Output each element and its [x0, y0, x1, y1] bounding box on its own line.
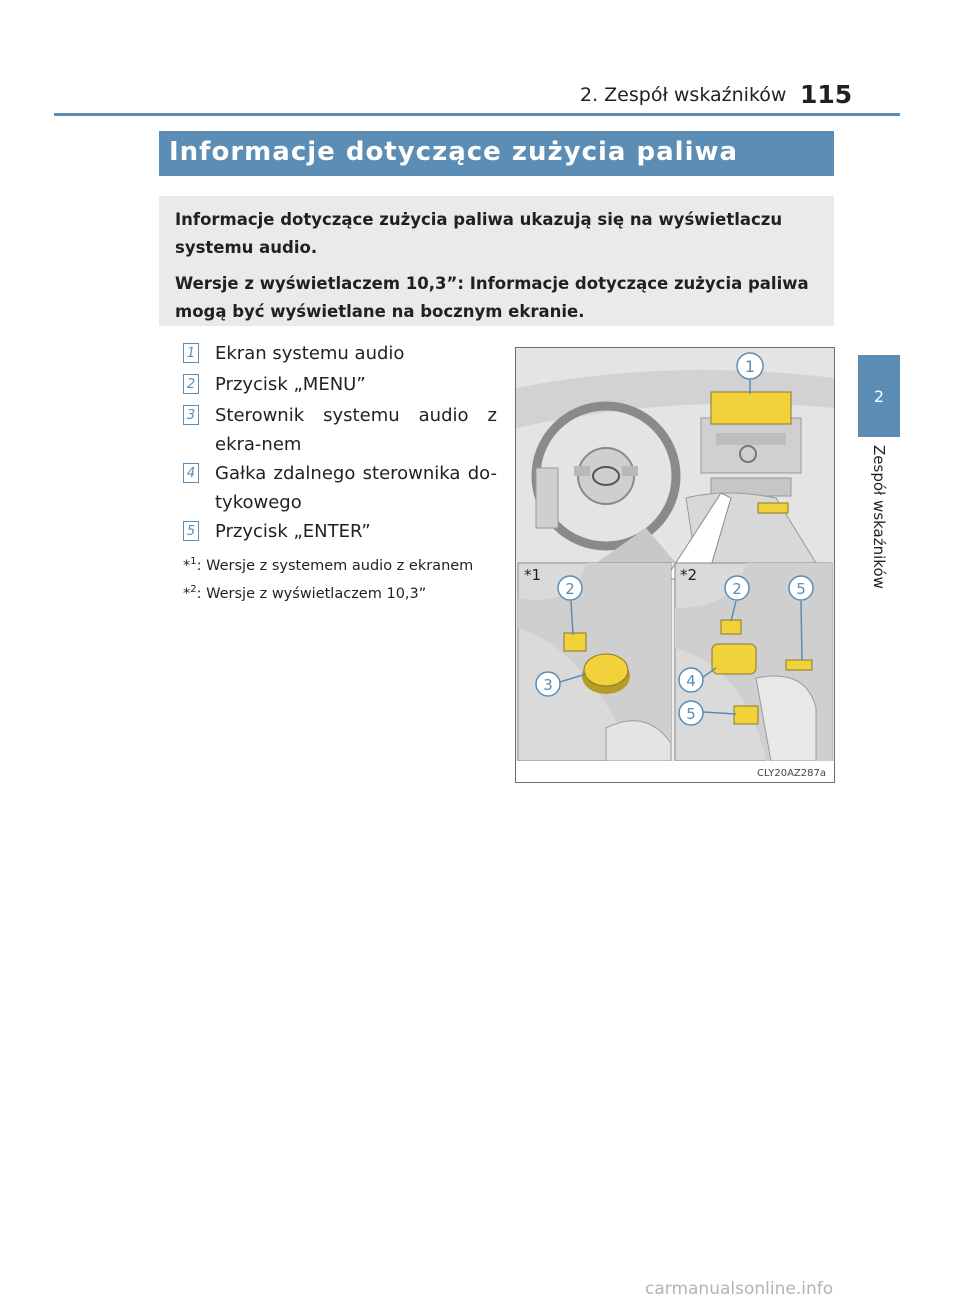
item-number: 5 — [183, 521, 199, 541]
dashboard-illustration-svg — [516, 348, 834, 782]
touchpad-highlight — [712, 644, 756, 674]
list-item — [183, 370, 497, 399]
variant-label-right: *2 — [680, 566, 698, 584]
enter-button-highlight — [786, 660, 812, 670]
chapter-label: Zespół wskaźników — [870, 445, 888, 589]
callout-label: 5 — [686, 705, 696, 723]
section-title: Informacje dotyczące zużycia paliwa — [159, 131, 834, 176]
callout-label: 4 — [686, 672, 696, 690]
intro-box — [159, 196, 834, 326]
menu-button-highlight — [564, 633, 586, 651]
intro-paragraph-2: Wersje z wyświetlaczem 10,3”: Informacje dotyczące zużycia paliwa mogą być wyświetlane na bocznym ekranie. — [175, 274, 809, 321]
item-text: Ekran systemu audio — [215, 343, 405, 364]
callout-label: 2 — [565, 580, 575, 598]
watermark: carmanualsonline.info — [645, 1279, 834, 1299]
footnote-text: : Wersje z wyświetlaczem 10,3” — [196, 585, 427, 602]
figure-code: CLY20AZ287a — [757, 768, 826, 779]
item-number: 2 — [183, 374, 199, 394]
controller-knob-highlight — [584, 654, 628, 686]
chapter-number: 2 — [873, 386, 885, 406]
item-text: Sterownik systemu audio z ekra-nem — [215, 405, 497, 455]
item-number: 4 — [183, 463, 199, 483]
item-number: 1 — [183, 343, 199, 363]
footnote-1 — [183, 556, 473, 574]
page-number: 115 — [800, 80, 853, 109]
dashboard-illustration — [515, 347, 835, 783]
footnote-text: : Wersje z systemem audio z ekranem — [196, 557, 474, 574]
intro-paragraph-1: Informacje dotyczące zużycia paliwa ukazują się na wyświetlaczu systemu audio. — [175, 210, 783, 257]
footnote-sup: 1 — [190, 556, 197, 567]
callout-label: 5 — [796, 580, 806, 598]
chapter-tab — [858, 355, 900, 437]
list-item — [183, 517, 497, 546]
footnote-mark: * — [183, 585, 191, 602]
item-text: Gałka zdalnego sterownika do-tykowego — [215, 463, 497, 513]
footnote-mark: * — [183, 557, 191, 574]
running-header-section: 2. Zespół wskaźników — [580, 84, 787, 106]
callout-label: 2 — [732, 580, 742, 598]
callout-label: 1 — [744, 357, 756, 376]
audio-screen-highlight — [711, 392, 791, 424]
list-item — [183, 401, 497, 459]
item-number: 3 — [183, 405, 199, 425]
item-text: Przycisk „ENTER” — [215, 521, 371, 542]
enter-button-highlight — [734, 706, 758, 724]
menu-button-highlight — [721, 620, 741, 634]
variant-label-left: *1 — [524, 566, 542, 584]
callout-label: 3 — [543, 676, 553, 694]
header-rule — [54, 113, 900, 116]
list-item — [183, 459, 497, 517]
list-item — [183, 339, 497, 368]
item-text: Przycisk „MENU” — [215, 374, 366, 395]
footnote-2 — [183, 584, 426, 602]
footnote-sup: 2 — [190, 584, 197, 595]
